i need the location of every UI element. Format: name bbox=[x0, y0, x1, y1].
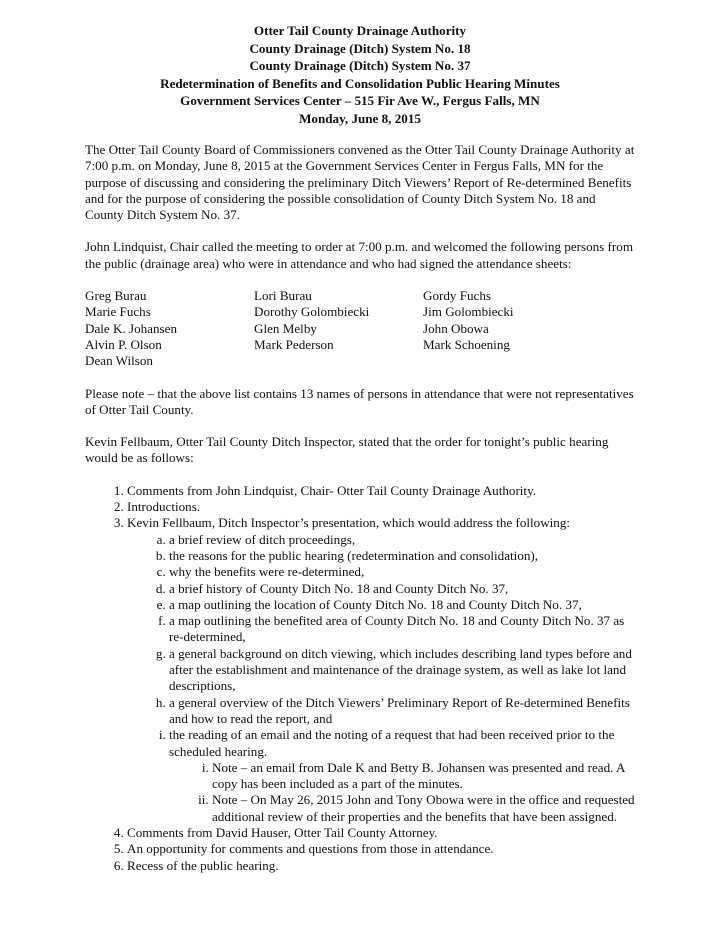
agenda-item-text: Comments from David Hauser, Otter Tail County Attorney. bbox=[127, 824, 438, 840]
presentation-topic bbox=[169, 695, 635, 728]
attendee-list bbox=[85, 288, 635, 369]
call-to-order-paragraph: John Lindquist, Chair called the meeting to order at 7:00 p.m. and welcomed the following persons from the public (drainage area) who were in attendance and who had signed the attendance sheets: bbox=[85, 239, 634, 271]
presentation-topic bbox=[169, 581, 635, 597]
request-note-text: Note – an email from Dale K and Betty B. Johansen was presented and read. A copy has been included as a part of the minutes. bbox=[212, 759, 625, 792]
attendee-name: Dale K. Johansen bbox=[85, 320, 177, 336]
header-system-18: County Drainage (Ditch) System No. 18 bbox=[249, 40, 471, 56]
presentation-topics-list bbox=[127, 532, 635, 825]
document-header bbox=[80, 22, 640, 127]
presentation-topic bbox=[169, 613, 635, 646]
header-date: Monday, June 8, 2015 bbox=[299, 110, 421, 126]
request-note bbox=[212, 792, 635, 825]
presentation-topic-text: a map outlining the location of County Ditch No. 18 and County Ditch No. 37, bbox=[169, 596, 582, 612]
presentation-topic bbox=[169, 597, 635, 613]
agenda-item bbox=[127, 483, 635, 499]
presentation-topic-text: the reading of an email and the noting of a request that had been received prior to the scheduled hearing. bbox=[169, 727, 615, 759]
presentation-topic bbox=[169, 646, 635, 695]
header-title: Redetermination of Benefits and Consolidation Public Hearing Minutes bbox=[160, 75, 560, 91]
request-note bbox=[212, 760, 635, 793]
presentation-topic-text: a brief history of County Ditch No. 18 and County Ditch No. 37, bbox=[169, 580, 509, 596]
request-note-text: Note – On May 26, 2015 John and Tony Obowa were in the office and requested additional review of their properties and the benefits that have been assigned. bbox=[212, 792, 635, 824]
header-location: Government Services Center – 515 Fir Ave W., Fergus Falls, MN bbox=[180, 93, 540, 108]
agenda-item bbox=[127, 499, 635, 515]
attendee-name: Jim Golombiecki bbox=[423, 304, 514, 320]
agenda-item-text: Introductions. bbox=[127, 499, 201, 515]
agenda-item-text: Comments from John Lindquist, Chair- Otter Tail County Drainage Authority. bbox=[127, 482, 537, 498]
request-notes-list bbox=[169, 760, 635, 825]
agenda-item-text: Kevin Fellbaum, Ditch Inspector’s presentation, which would address the following: bbox=[127, 515, 571, 531]
attendee-name: Mark Pederson bbox=[254, 336, 334, 352]
attendee-name: Gordy Fuchs bbox=[423, 288, 492, 304]
attendee-name: Alvin P. Olson bbox=[85, 336, 162, 352]
presentation-topic bbox=[169, 727, 635, 825]
attendee-name: Dorothy Golombiecki bbox=[254, 304, 370, 320]
agenda-item-text: An opportunity for comments and questions from those in attendance. bbox=[127, 841, 494, 857]
agenda-list bbox=[85, 483, 635, 874]
attendee-name: Dean Wilson bbox=[85, 353, 153, 369]
attendee-name: Lori Burau bbox=[254, 288, 312, 304]
presentation-topic-text: why the benefits were re-determined, bbox=[169, 564, 365, 580]
presentation-topic-text: the reasons for the public hearing (redetermination and consolidation), bbox=[169, 547, 539, 563]
agenda-item-text: Recess of the public hearing. bbox=[127, 857, 279, 873]
presentation-topic-text: a brief review of ditch proceedings, bbox=[169, 531, 356, 547]
presentation-topic bbox=[169, 532, 635, 548]
presentation-topic-text: a general overview of the Ditch Viewers’ Preliminary Report of Re-determined Benefits and how to read the report, and bbox=[169, 694, 630, 726]
agenda-item bbox=[127, 515, 635, 825]
agenda-item bbox=[127, 825, 635, 841]
document-page bbox=[85, 22, 635, 874]
attendee-name: Greg Burau bbox=[85, 288, 147, 304]
presentation-topic-text: a map outlining the benefited area of County Ditch No. 18 and County Ditch No. 37 as re-determined, bbox=[169, 613, 625, 645]
attendance-note-paragraph: Please note – that the above list contains 13 names of persons in attendance that were not representatives of Otter Tail County. bbox=[85, 385, 634, 417]
agenda-item bbox=[127, 841, 635, 857]
attendee-name: Mark Schoening bbox=[423, 336, 510, 352]
header-system-37: County Drainage (Ditch) System No. 37 bbox=[249, 58, 471, 73]
attendee-name: John Obowa bbox=[423, 320, 489, 336]
header-organization: Otter Tail County Drainage Authority bbox=[253, 23, 467, 38]
presentation-topic bbox=[169, 564, 635, 580]
presentation-topic-text: a general background on ditch viewing, which includes describing land types before and after the establishment and maintenance of the drainage system, as well as lake lot land descriptions, bbox=[169, 645, 632, 694]
attendee-name: Glen Melby bbox=[254, 320, 317, 336]
attendee-name: Marie Fuchs bbox=[85, 304, 151, 320]
intro-paragraph: The Otter Tail County Board of Commissioners convened as the Otter Tail County Drainage Authority at 7:00 p.m. on Monday, June 8, 2015 at the Government Services Center in Fergus Falls, MN for the purpose of discussing and considering the preliminary Ditch Viewers’ Report of Re-determined Benefits and for the purpose of considering the possible consolidation of County Ditch System No. 18 and County Ditch System No. 37. bbox=[85, 142, 635, 223]
order-intro-paragraph: Kevin Fellbaum, Otter Tail County Ditch Inspector, stated that the order for tonight’s public hearing would be as follows: bbox=[85, 434, 609, 466]
presentation-topic bbox=[169, 548, 635, 564]
agenda-item bbox=[127, 858, 635, 874]
